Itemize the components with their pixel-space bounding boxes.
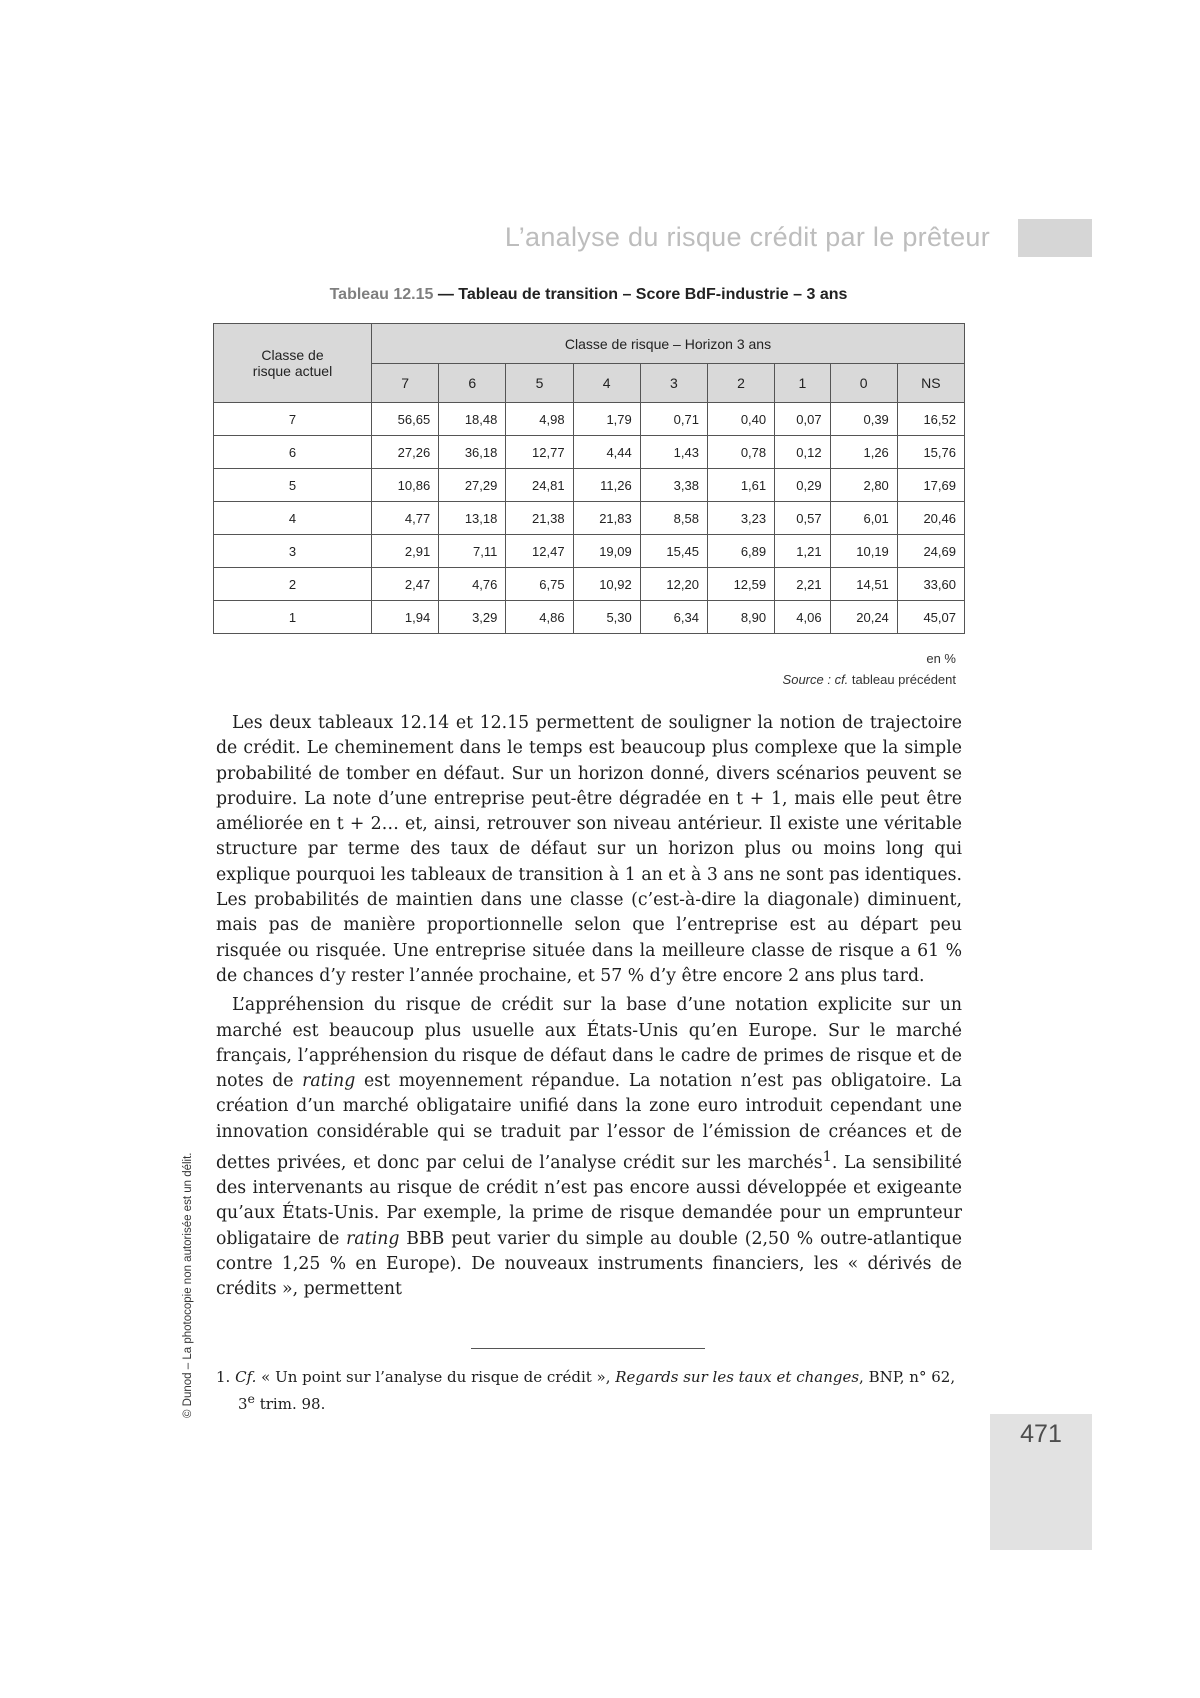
row-label: 2 <box>214 568 372 601</box>
column-header: 5 <box>506 364 573 403</box>
copyright-side-note: © Dunod – La photocopie non autorisée est un délit. <box>182 1152 194 1418</box>
table-cell: 3,29 <box>439 601 506 634</box>
table-row <box>214 502 965 535</box>
table-cell: 2,21 <box>775 568 830 601</box>
p2-text-c: . La sensibilité des intervenants au risque de crédit n’est pas encore aussi développée et exigeante qu’aux États-Unis. Par exemple, la prime de risque demandée pour un emprunteur obligataire de <box>216 1152 962 1249</box>
row-header-line1: Classe de <box>261 347 324 363</box>
table-cell: 15,45 <box>640 535 707 568</box>
table-cell: 1,43 <box>640 436 707 469</box>
footnote-line2-rest: trim. 98. <box>254 1395 326 1413</box>
table-cell: 15,76 <box>897 436 964 469</box>
table-row <box>214 535 965 568</box>
table-cell: 12,59 <box>707 568 774 601</box>
table-row <box>214 403 965 436</box>
column-header: 6 <box>439 364 506 403</box>
caption-text: — Tableau de transition – Score BdF-industrie – 3 ans <box>437 286 848 303</box>
table-cell: 27,26 <box>372 436 439 469</box>
table-cell: 21,38 <box>506 502 573 535</box>
table-cell: 6,01 <box>830 502 897 535</box>
group-header: Classe de risque – Horizon 3 ans <box>372 324 965 364</box>
row-header-cell <box>214 324 372 403</box>
row-label: 3 <box>214 535 372 568</box>
table-cell: 1,61 <box>707 469 774 502</box>
table-cell: 36,18 <box>439 436 506 469</box>
table-cell: 27,29 <box>439 469 506 502</box>
caption-label: Tableau <box>329 286 389 303</box>
table-cell: 0,71 <box>640 403 707 436</box>
footnote <box>216 1366 962 1415</box>
row-label: 5 <box>214 469 372 502</box>
table-cell: 6,34 <box>640 601 707 634</box>
p2-text-d: BBB peut varier du simple au double (2,50 % outre-atlantique contre 1,25 % en Europe). De nouveaux instruments financiers, les « dérivés de crédits », permettent <box>216 1228 962 1300</box>
table-row <box>214 601 965 634</box>
table-cell: 2,80 <box>830 469 897 502</box>
table-cell: 16,52 <box>897 403 964 436</box>
table-cell: 0,07 <box>775 403 830 436</box>
table-cell: 33,60 <box>897 568 964 601</box>
table-cell: 17,69 <box>897 469 964 502</box>
table-row <box>214 436 965 469</box>
table-cell: 1,94 <box>372 601 439 634</box>
table-cell: 10,86 <box>372 469 439 502</box>
page-number: 471 <box>1020 1420 1062 1448</box>
table-cell: 21,83 <box>573 502 640 535</box>
table-cell: 0,39 <box>830 403 897 436</box>
table-cell: 10,19 <box>830 535 897 568</box>
table-caption <box>212 286 965 304</box>
footnote-number: 1. <box>216 1368 231 1386</box>
table-cell: 6,89 <box>707 535 774 568</box>
table-cell: 12,47 <box>506 535 573 568</box>
table-cell: 2,91 <box>372 535 439 568</box>
table-cell: 19,09 <box>573 535 640 568</box>
table-cell: 24,69 <box>897 535 964 568</box>
table-cell: 14,51 <box>830 568 897 601</box>
table-cell: 24,81 <box>506 469 573 502</box>
column-header: 2 <box>707 364 774 403</box>
header-tab-decoration <box>1018 219 1092 257</box>
source-text: tableau précédent <box>848 672 956 687</box>
table-cell: 4,98 <box>506 403 573 436</box>
table-cell: 4,44 <box>573 436 640 469</box>
table-cell: 20,24 <box>830 601 897 634</box>
row-label: 7 <box>214 403 372 436</box>
table-cell: 1,79 <box>573 403 640 436</box>
table-cell: 1,26 <box>830 436 897 469</box>
table-cell: 3,38 <box>640 469 707 502</box>
table-cell: 4,77 <box>372 502 439 535</box>
p2-rating-term-2: rating <box>346 1228 400 1249</box>
row-header-line2: risque actuel <box>252 363 333 379</box>
table-cell: 0,12 <box>775 436 830 469</box>
column-header: 7 <box>372 364 439 403</box>
footnote-line2-sup: e <box>247 1391 255 1406</box>
table-cell: 7,11 <box>439 535 506 568</box>
footnote-text-b: , BNP, n° 62, <box>859 1368 956 1386</box>
source-label: Source : cf. <box>782 672 849 687</box>
row-label: 6 <box>214 436 372 469</box>
footnote-cf: Cf. <box>235 1368 257 1386</box>
table-cell: 0,40 <box>707 403 774 436</box>
footnote-journal: Regards sur les taux et changes <box>615 1368 860 1386</box>
column-header: 0 <box>830 364 897 403</box>
table-cell: 18,48 <box>439 403 506 436</box>
table-cell: 8,90 <box>707 601 774 634</box>
caption-number: 12.15 <box>393 286 434 303</box>
table-cell: 0,29 <box>775 469 830 502</box>
table-cell: 1,21 <box>775 535 830 568</box>
table-cell: 6,75 <box>506 568 573 601</box>
table-row <box>214 568 965 601</box>
table-cell: 11,26 <box>573 469 640 502</box>
table-cell: 10,92 <box>573 568 640 601</box>
table-cell: 20,46 <box>897 502 964 535</box>
table-cell: 4,06 <box>775 601 830 634</box>
table-cell: 0,57 <box>775 502 830 535</box>
table-cell: 4,86 <box>506 601 573 634</box>
table-cell: 13,18 <box>439 502 506 535</box>
table-cell: 45,07 <box>897 601 964 634</box>
table-cell: 3,23 <box>707 502 774 535</box>
running-title: L’analyse du risque crédit par le prêteur <box>504 222 990 252</box>
table-cell: 2,47 <box>372 568 439 601</box>
paragraph-1: Les deux tableaux 12.14 et 12.15 permettent de souligner la notion de trajectoire de crédit. Le cheminement dans le temps est beaucoup plus complexe que la simple probabilité de tomber en défaut. Sur un horizon donné, divers scénarios peuvent se produire. La note d’une entreprise peut-être dégradée en t + 1, mais elle peut être améliorée en t + 2… et, ainsi, retrouver son niveau antérieur. Il existe une véritable structure par terme des taux de défaut sur un horizon plus ou moins long qui explique pourquoi les tableaux de transition à 1 an et à 3 ans ne sont pas identiques. Les probabilités de maintien dans une classe (c’est-à-dire la diagonale) diminuent, mais pas de manière proportionnelle selon que l’entreprise est au départ peu risquée ou risquée. Une entreprise située dans la meilleure classe de risque a 61 % de chances d’y rester l’année prochaine, et 57 % d’y être encore 2 ans plus tard. <box>216 713 962 986</box>
column-header: 4 <box>573 364 640 403</box>
table-cell: 4,76 <box>439 568 506 601</box>
table-cell: 12,77 <box>506 436 573 469</box>
table-cell: 8,58 <box>640 502 707 535</box>
table-row <box>214 469 965 502</box>
column-header: 3 <box>640 364 707 403</box>
column-header: NS <box>897 364 964 403</box>
table-cell: 12,20 <box>640 568 707 601</box>
table-cell: 0,78 <box>707 436 774 469</box>
unit-note: en % <box>926 651 956 666</box>
paragraph-2 <box>216 993 962 1302</box>
footnote-divider <box>471 1348 705 1349</box>
table-cell: 56,65 <box>372 403 439 436</box>
source-note <box>700 672 956 687</box>
transition-table <box>213 323 965 634</box>
p2-text-b: est moyennement répandue. La notation n’est pas obligatoire. La création d’un marché obligataire unifié dans la zone euro introduit cependant une innovation considérable qui se traduit par l’essor de l’émission de créances et de dettes privées, et donc par celui de l’analyse crédit sur les marchés <box>216 1071 962 1173</box>
table-cell: 5,30 <box>573 601 640 634</box>
column-header: 1 <box>775 364 830 403</box>
footnote-reference[interactable]: 1 <box>822 1149 832 1166</box>
p2-text-a: L’appréhension du risque de crédit sur la base d’une notation explicite sur un marché est beaucoup plus usuelle aux États-Unis qu’en Europe. Sur le marché français, l’appréhension du risque de défaut dans le cadre de primes de risque et de notes de <box>216 995 962 1092</box>
row-label: 4 <box>214 502 372 535</box>
footnote-line2-num: 3 <box>238 1395 248 1413</box>
row-label: 1 <box>214 601 372 634</box>
footnote-text-a: « Un point sur l’analyse du risque de crédit », <box>256 1368 616 1386</box>
p2-rating-term: rating <box>302 1071 356 1092</box>
body-text <box>216 711 962 1307</box>
